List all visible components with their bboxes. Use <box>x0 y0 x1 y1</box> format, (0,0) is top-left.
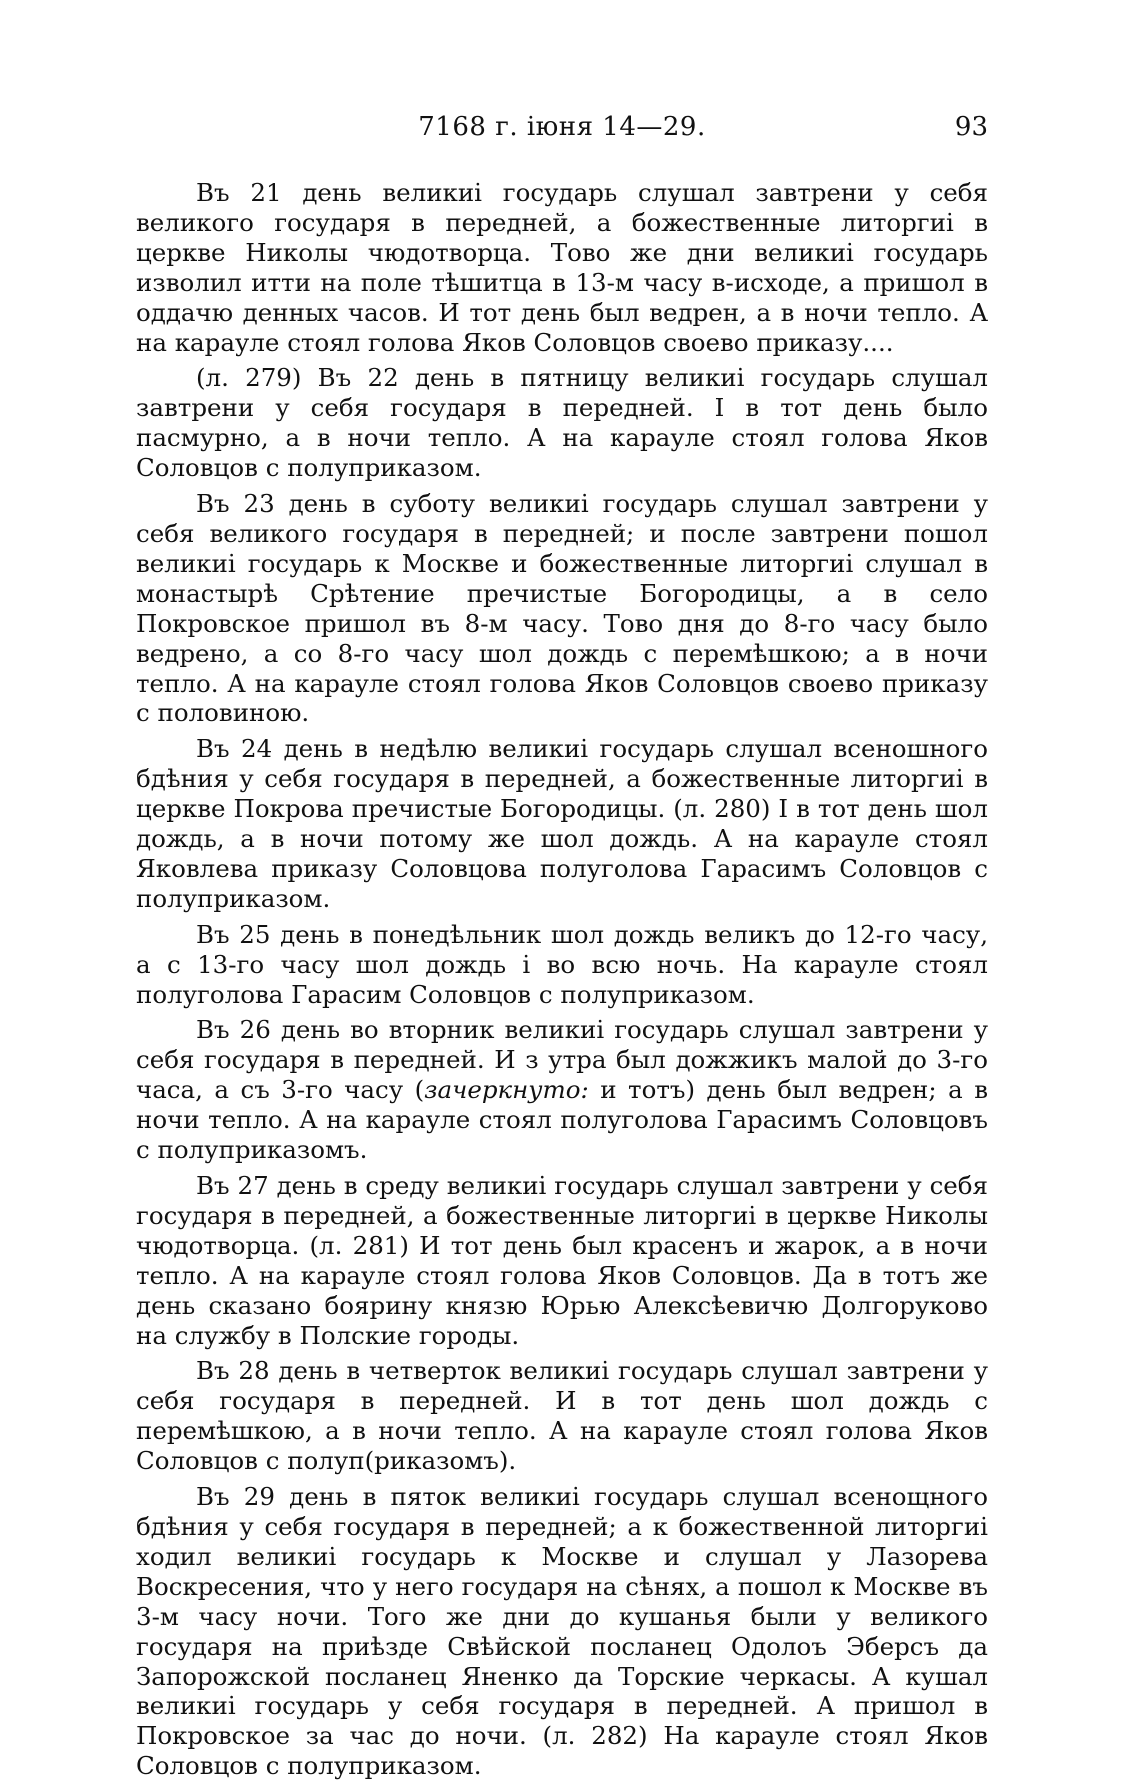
paragraph-day-27: Въ 27 день в среду великиі государь слушал завтрени у себя государя в передней, а божественные литоргиі в церкве Николы чюдотворца. (л. 281) И тот день был красенъ и жарок, а в ночи тепло. А на карауле стоял голова Яков Соловцов. Да в тотъ же день сказано боярину князю Юрью Алексѣевичю Долгоруково на службу в Полские городы. <box>136 1171 988 1350</box>
running-head: 7168 г. iюня 14—29. <box>418 112 706 142</box>
paragraph-day-21: Въ 21 день великиі государь слушал завтрени у себя великого государя в передней, а божественные литоргиі в церкве Николы чюдотворца. Тово же дни великиі государь изволил итти на поле тѣшитца в 13-м часу в-исходе, а пришол в оддачю денных часов. И тот день был ведрен, а в ночи тепло. А на карауле стоял голова Яков Соловцов своево приказу.... <box>136 178 988 357</box>
paragraph-day-26-part-2: и тотъ) день был ведрен; а в ночи тепло. А на карауле стоял полуголова Гарасимъ Соловцовъ с полуприказомъ. <box>136 1075 988 1165</box>
text-body <box>136 178 988 1787</box>
paragraph-day-22: (л. 279) Въ 22 день в пятницу великиі государь слушал завтрени у себя государя в передней. І в тот день было пасмурно, а в ночи тепло. А на карауле стоял голова Яков Соловцов с полуприказом. <box>136 363 988 483</box>
editorial-note-italic: зачеркнуто: <box>424 1075 589 1105</box>
page-header <box>136 112 988 152</box>
paragraph-day-29: Въ 29 день в пяток великиі государь слушал всенощного бдѣния у себя государя в передней; а к божественной литоргиі ходил великиі государь к Москве и слушал у Лазорева Воскресения, что у него государя на сѣнях, а пошол к Москве въ 3-м часу ночи. Того же дни до кушанья были у великого государя на приѣзде Свѣйской посланец Одолоъ Эберсъ да Запорожской посланец Яненко да Торские черкасы. А кушал великиі государь у себя государя в передней. А пришол в Покровское за час до ночи. (л. 282) На карауле стоял Яков Соловцов с полуприказом. <box>136 1482 988 1781</box>
paragraph-day-23: Въ 23 день в суботу великиі государь слушал завтрени у себя великого государя в передней; и после завтрени пошол великиі государь к Москве и божественные литоргиі слушал в монастырѣ Срѣтение пречистые Богородицы, а в село Покровское пришол въ 8-м часу. Тово дня до 8-го часу было ведрено, а со 8-го часу шол дождь с перемѣшкою; а в ночи тепло. А на карауле стоял голова Яков Соловцов своево приказу с половиною. <box>136 489 988 728</box>
paragraph-day-24: Въ 24 день в недѣлю великиі государь слушал всеношного бдѣния у себя государя в передней, а божественные литоргиі в церкве Покрова пречистые Богородицы. (л. 280) І в тот день шол дождь, а в ночи потому же шол дождь. А на карауле стоял Яковлева приказу Соловцова полуголова Гарасимъ Соловцов с полуприказом. <box>136 734 988 913</box>
page-number: 93 <box>954 112 988 142</box>
paragraph-day-26-part-1: Въ 26 день во вторник великиі государь слушал завтрени у себя государя в передней. И з утра был дожжикъ малой до 3-го часа, а съ 3-го часу ( <box>136 1015 988 1105</box>
paragraph-day-25: Въ 25 день в понедѣльник шол дождь великъ до 12-го часу, а с 13-го часу шол дождь і во всю ночь. На карауле стоял полуголова Гарасим Соловцов с полуприказом. <box>136 919 988 1009</box>
paragraph-day-26 <box>136 1015 988 1165</box>
paragraph-day-28: Въ 28 день в четверток великиі государь слушал завтрени у себя государя в передней. И в тот день шол дождь с перемѣшкою, а в ночи тепло. А на карауле стоял голова Яков Соловцов с полуп(риказомъ). <box>136 1356 988 1476</box>
